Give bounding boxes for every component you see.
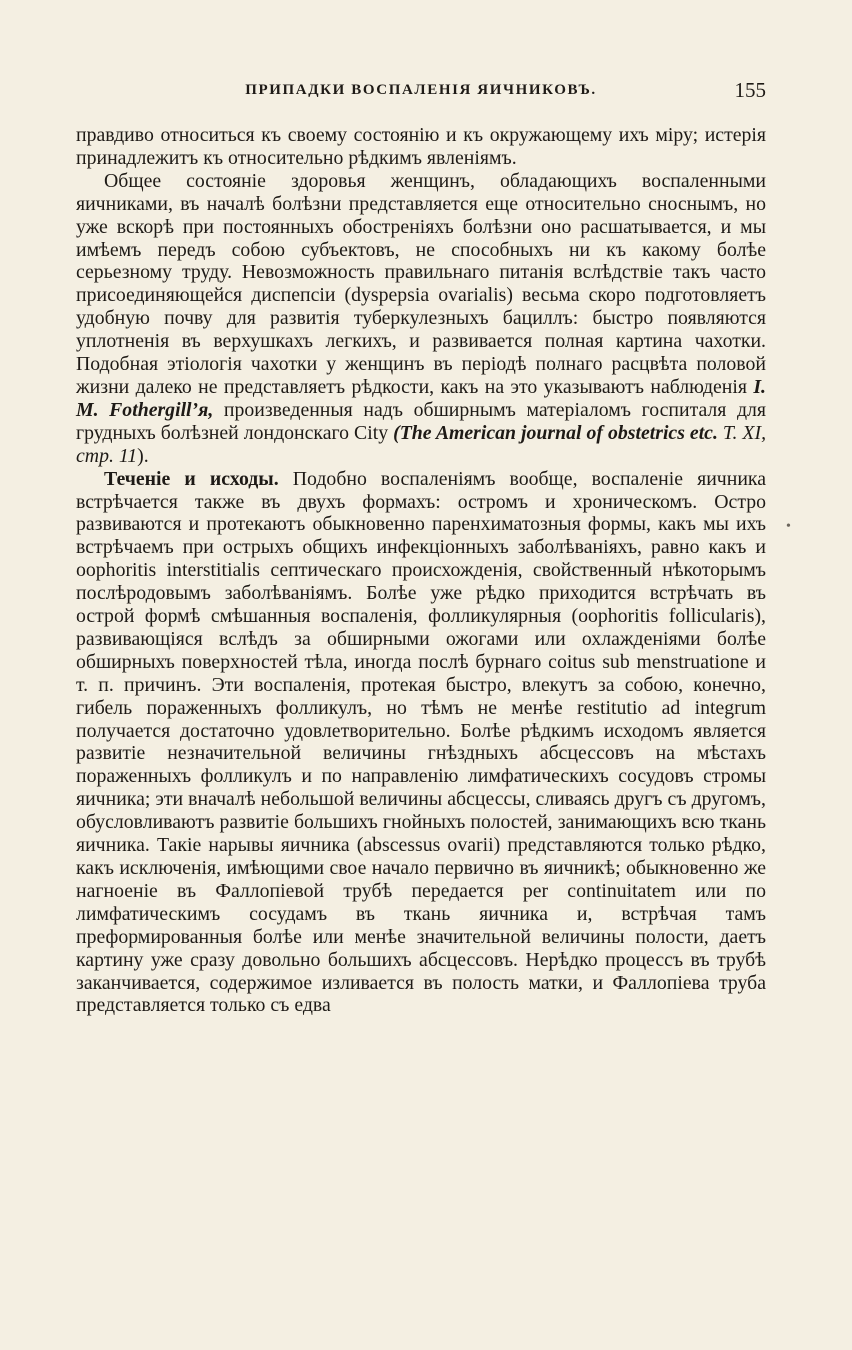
paragraph-3-text: Подобно воспаленіямъ вообще, воспаленіе яичника встрѣчается также въ двухъ формахъ: остромъ и хроническомъ. Остро развиваются и протекаютъ обыкновенно паренхиматозныя формы, какъ мы ихъ встрѣчаемъ при острыхъ общихъ инфекціонныхъ заболѣваніяхъ, равно какъ и oophoritis interstitialis септическаго происхожденія, свойственный нѣкоторымъ послѣродовымъ заболѣваніямъ. Болѣе уже рѣдко приходится встрѣчать въ острой формѣ смѣшанныя воспаленія, фолликулярныя (oophoritis follicularis), развивающіяся вслѣдъ за обширными ожогами или охлажденіями болѣе обширныхъ поверхностей тѣла, иногда послѣ бурнаго coitus sub menstruatione и т. п. причинъ. Эти воспаленія, протекая быстро, влекутъ за собою, конечно, гибель пораженныхъ фолликулъ, но тѣмъ не менѣе restitutio ad integrum получается достаточно удовлетворительно. Болѣе рѣдкимъ исходомъ является развитіе незначительной величины гнѣздныхъ абсцессовъ на мѣстахъ пораженныхъ фолликулъ и по направленію лимфатическихъ сосудовъ стромы яичника; эти вначалѣ небольшой величины абсцессы, сливаясь другъ съ другомъ, обусловливаютъ развитіе большихъ гнойныхъ полостей, занимающихъ всю ткань яичника. Такіе нарывы яичника (abscessus ovarii) представляются только рѣдко, какъ исключенія, имѣющими свое начало первично въ яичникѣ; обыкновенно же нагноеніе въ Фаллопіевой трубѣ передается per continuitatem или по лимфатическимъ сосудамъ въ ткань яичника и, встрѣчая тамъ преформированныя болѣе или менѣе значительной величины полости, даетъ картину уже сразу довольно большихъ абсцессовъ. Нерѣдко процессъ въ трубѣ заканчивается, содержимое изливается въ полость матки, и Фаллопіева труба представляется только съ едва — [76, 467, 766, 1017]
section-lead: Теченіе и исходы. — [104, 467, 279, 490]
body-text — [76, 124, 766, 1017]
journal-citation: (The American journal of obstetrics etc. — [393, 421, 718, 444]
citation-reference: T. XI, стр. 11 — [76, 421, 767, 467]
paragraph-3 — [76, 468, 766, 1018]
page-number: 155 — [734, 78, 766, 102]
author-reference: I. M. Fothergill’я, — [76, 375, 766, 421]
paragraph-2-text-b: произведенныя надъ обширнымъ матеріаломъ госпиталя для грудныхъ болѣзней лондонскаго City — [76, 398, 766, 444]
page-header — [76, 78, 766, 108]
margin-mark: • — [786, 519, 791, 534]
paragraph-2-text-c: ). — [137, 444, 149, 467]
paragraph-2-text-a: Общее состояніе здоровья женщинъ, обладающихъ воспаленными яичниками, въ началѣ болѣзни представляется еще относительно сноснымъ, но уже вскорѣ при постоянныхъ обостреніяхъ болѣзни оно расшатывается, и мы имѣемъ передъ собою субъектовъ, не способныхъ ни къ какому болѣе серьезному труду. Невозможность правильнаго питанія вслѣдствіе такъ часто присоединяющейся диспепсіи (dyspepsia ovarialis) весьма скоро подготовляетъ удобную почву для развитія туберкулезныхъ бациллъ: быстро появляются уплотненія въ верхушкахъ легкихъ, и развивается полная картина чахотки. Подобная этіологія чахотки у женщинъ въ періодѣ полнаго расцвѣта половой жизни далеко не представляетъ рѣдкости, какъ на это указываютъ наблюденія — [76, 169, 766, 398]
paragraph-1: правдиво относиться къ своему состоянію и къ окружающему ихъ міру; истерія принадлежитъ къ относительно рѣдкимъ явленіямъ. — [76, 124, 766, 169]
paragraph-2 — [76, 170, 766, 468]
running-title: ПРИПАДКИ ВОСПАЛЕНІЯ ЯИЧНИКОВЪ. — [245, 82, 597, 98]
